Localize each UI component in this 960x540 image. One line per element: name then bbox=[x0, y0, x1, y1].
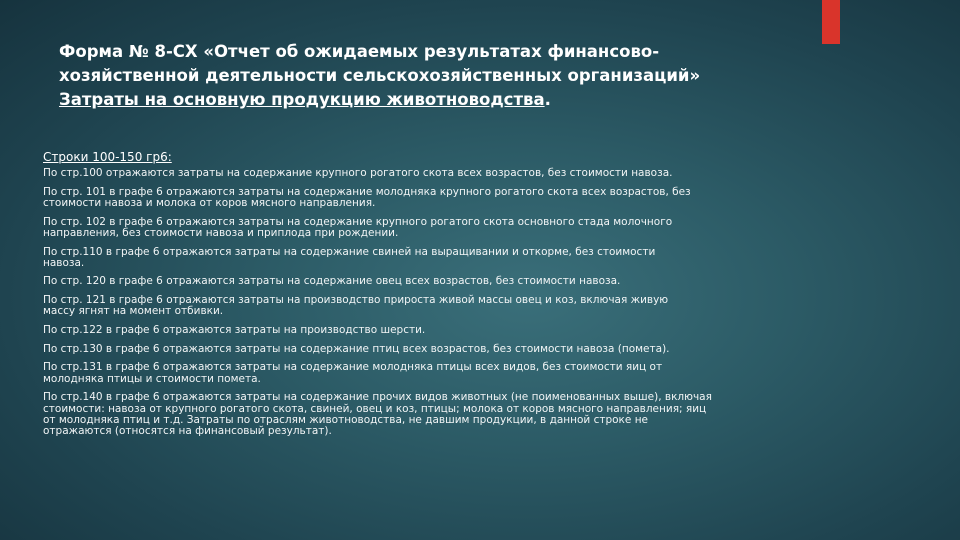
paragraph-row-122 bbox=[43, 325, 843, 336]
title-line-3 bbox=[59, 88, 879, 112]
paragraph-line: По стр.110 в графе 6 отражаются затраты на содержание свиней на выращивании и откорме, без стоимости bbox=[43, 245, 656, 258]
paragraph-line: По стр.131 в графе 6 отражаются затраты на содержание молодняка птицы всех видов, без стоимости яиц от bbox=[43, 361, 663, 374]
paragraph-line: По стр. 102 в графе 6 отражаются затраты на содержание крупного рогатого скота основного стада молочного bbox=[43, 215, 673, 228]
paragraph-row-121 bbox=[43, 295, 843, 317]
paragraph-line: По стр.100 отражаются затраты на содержание крупного рогатого скота всех возрастов, без стоимости навоза. bbox=[43, 167, 673, 179]
paragraph-line: По стр. 121 в графе 6 отражаются затраты на производство прироста живой массы овец и коз, включая живую bbox=[43, 294, 669, 307]
section-heading: Строки 100-150 гр6: bbox=[43, 150, 172, 164]
paragraph-row-131 bbox=[43, 362, 843, 384]
paragraph-row-100 bbox=[43, 168, 843, 179]
paragraph-line: По стр. 120 в графе 6 отражаются затраты на содержание овец всех возрастов, без стоимости навоза. bbox=[43, 275, 621, 288]
paragraph-line: массу ягнят на момент отбивки. bbox=[43, 305, 224, 318]
slide-title bbox=[59, 40, 879, 112]
paragraph-line: стоимости навоза и молока от коров мясного направления. bbox=[43, 196, 376, 209]
paragraph-line: отражаются (относятся на финансовый результат). bbox=[43, 424, 332, 437]
paragraph-line: от молодняка птиц и т.д. Затраты по отраслям животноводства, не давшим продукции, в данной строке не bbox=[43, 413, 649, 426]
paragraph-line: По стр.130 в графе 6 отражаются затраты на содержание птиц всех возрастов, без стоимости навоза (помета). bbox=[43, 342, 670, 355]
paragraph-line: молодняка птицы и стоимости помета. bbox=[43, 372, 261, 385]
title-line-1: Форма № 8-СХ «Отчет об ожидаемых результатах финансово- bbox=[59, 42, 660, 61]
paragraph-line: стоимости: навоза от крупного рогатого скота, свиней, овец и коз, птицы; молока от коров мясного направления; яиц bbox=[43, 402, 707, 415]
paragraph-row-140 bbox=[43, 392, 843, 437]
paragraph-line: навоза. bbox=[43, 256, 85, 269]
paragraph-line: По стр.122 в графе 6 отражаются затраты на производство шерсти. bbox=[43, 324, 426, 337]
paragraph-line: По стр. 101 в графе 6 отражаются затраты на содержание молодняка крупного рогатого скота всех возрастов, без bbox=[43, 185, 691, 198]
paragraph-line: направления, без стоимости навоза и приплода при рождении. bbox=[43, 226, 399, 239]
paragraph-line: По стр.140 в графе 6 отражаются затраты на содержание прочих видов животных (не поименованных выше), включая bbox=[43, 391, 712, 404]
title-subtitle-underlined: Затраты на основную продукцию животноводства bbox=[59, 90, 545, 109]
paragraph-row-110 bbox=[43, 247, 843, 269]
paragraph-row-120 bbox=[43, 276, 843, 287]
paragraph-row-130 bbox=[43, 344, 843, 355]
paragraph-row-102 bbox=[43, 217, 843, 239]
paragraph-row-101 bbox=[43, 187, 843, 209]
title-period: . bbox=[544, 90, 551, 109]
content-body bbox=[43, 150, 843, 445]
accent-bar bbox=[822, 0, 840, 44]
title-line-2: хозяйственной деятельности сельскохозяйственных организаций» bbox=[59, 66, 701, 85]
